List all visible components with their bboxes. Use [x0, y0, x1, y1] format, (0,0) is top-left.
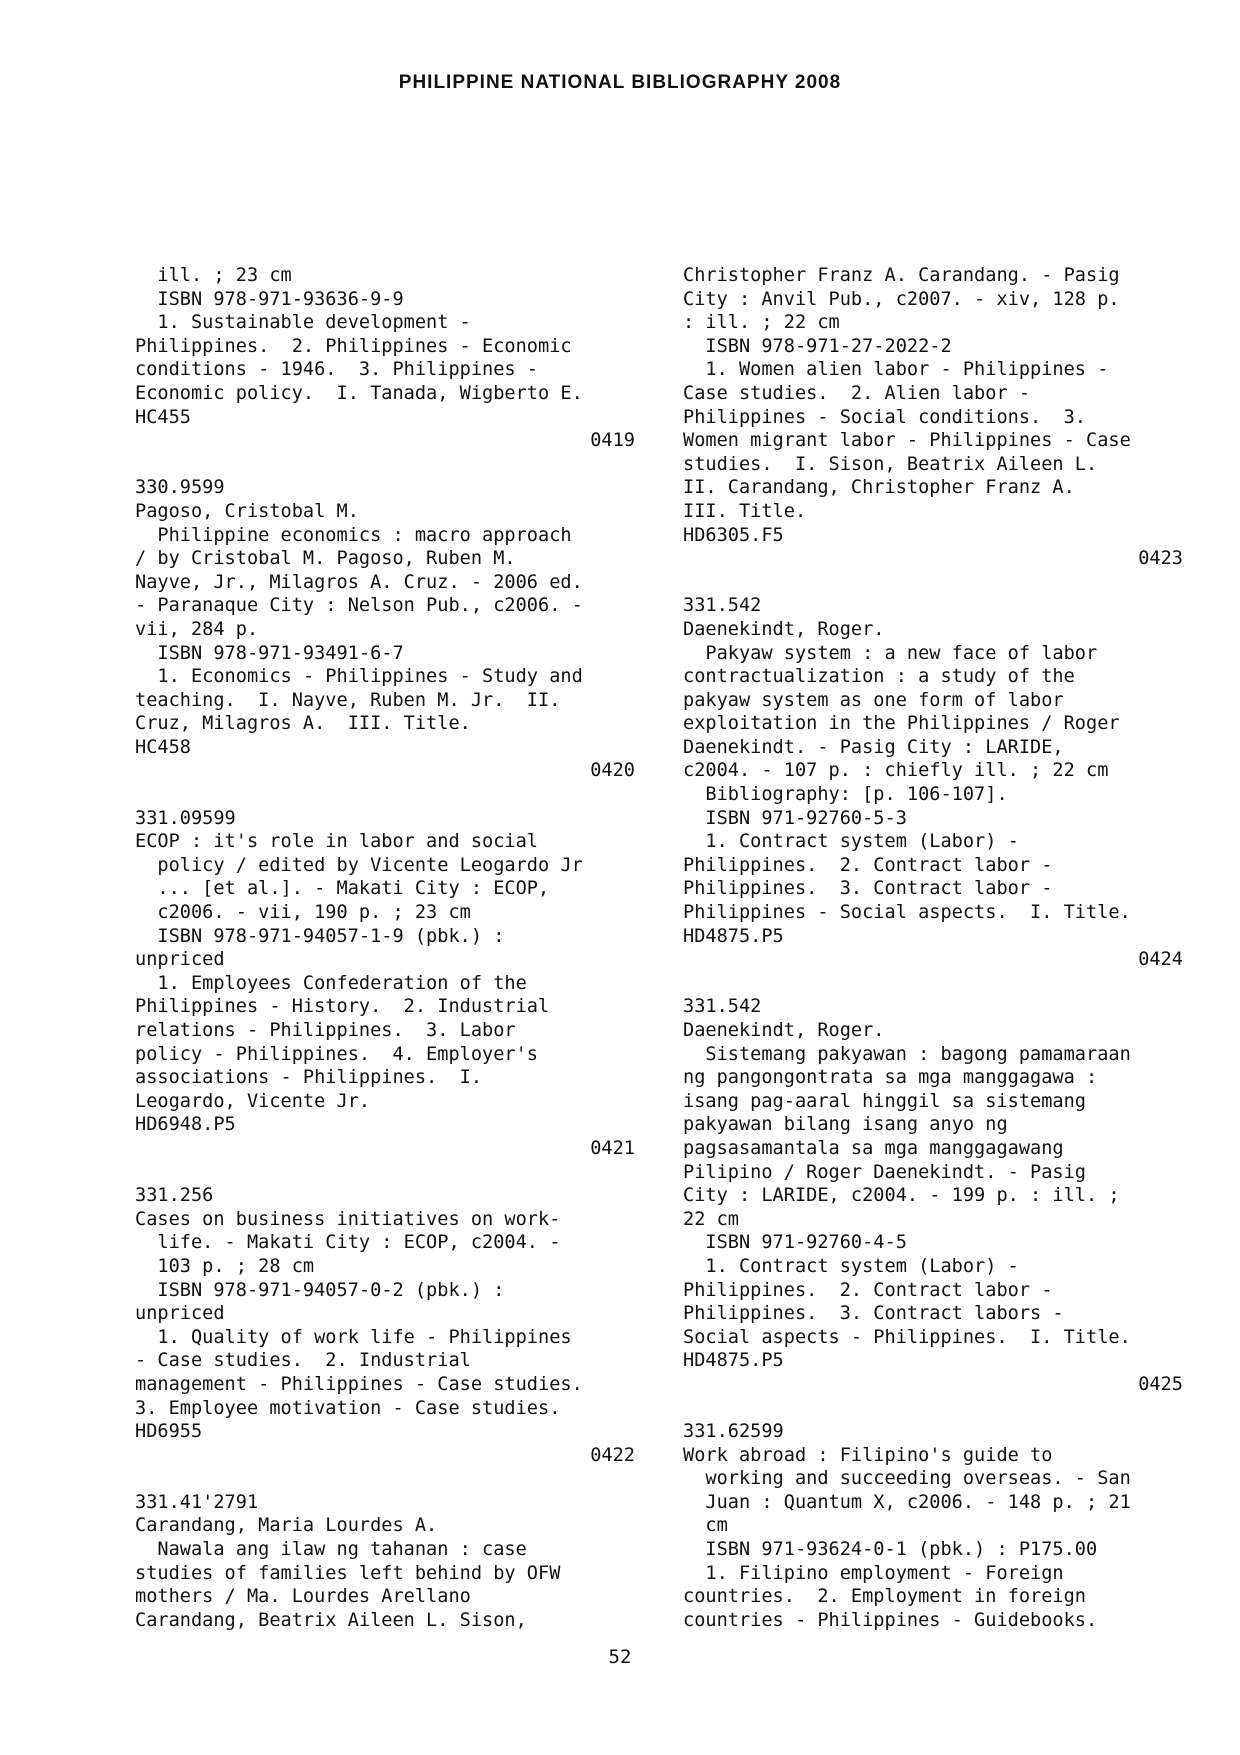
entry-line: 1. Filipino employment - Foreign	[683, 1562, 1064, 1584]
entry-spacer	[135, 453, 635, 477]
entry-line: Philippines. 2. Philippines - Economic	[135, 335, 572, 357]
entry-line: Bibliography: [p. 106-107].	[683, 784, 1008, 806]
entry-line: 331.256	[135, 1185, 214, 1207]
entry-line: 331.09599	[135, 807, 236, 829]
entry-spacer	[135, 1161, 635, 1185]
entry-line: ill. ; 23 cm	[135, 265, 292, 286]
entry-line: Sistemang pakyawan : bagong pamamaraan	[683, 1043, 1131, 1065]
entry-line: 331.62599	[683, 1421, 784, 1443]
entry-line: unpriced	[135, 1303, 225, 1325]
page-number: 52	[608, 1646, 632, 1668]
entry-number: 0425	[1138, 1373, 1183, 1395]
entry-line: Case studies. 2. Alien labor -	[683, 382, 1031, 404]
entry-spacer	[135, 783, 635, 807]
entry-line: Philippines. 2. Contract labor -	[683, 854, 1053, 876]
entry-line: Daenekindt. - Pasig City : LARIDE,	[683, 736, 1064, 758]
entry-number: 0422	[590, 1444, 635, 1466]
entry-line: Philippine economics : macro approach	[135, 524, 572, 546]
entry-line: 331.542	[683, 595, 762, 617]
entry-line: studies. I. Sison, Beatrix Aileen L.	[683, 453, 1098, 475]
entry-line: 1. Women alien labor - Philippines -	[683, 359, 1109, 381]
entry-line: ISBN 978-971-94057-1-9 (pbk.) :	[135, 925, 505, 947]
entry-line: HD6305.F5	[683, 524, 784, 546]
entry-line: HD4875.P5	[683, 925, 784, 947]
entry-line: Leogardo, Vicente Jr.	[135, 1090, 371, 1112]
entry-number: 0419	[590, 430, 635, 452]
entry-line: 331.542	[683, 996, 762, 1018]
entry-line: countries. 2. Employment in foreign	[683, 1586, 1086, 1608]
entry-line: pakyaw system as one form of labor	[683, 689, 1064, 711]
entry-line: 1. Contract system (Labor) -	[683, 831, 1019, 853]
entry-line: Carandang, Beatrix Aileen L. Sison,	[135, 1609, 527, 1631]
entry-line: Work abroad : Filipino's guide to	[683, 1444, 1053, 1466]
entry-line: policy / edited by Vicente Leogardo Jr	[135, 854, 583, 876]
right-column	[683, 264, 1183, 1632]
entry-line: mothers / Ma. Lourdes Arellano	[135, 1586, 471, 1608]
entry-line: associations - Philippines. I.	[135, 1067, 483, 1089]
entry-line: ISBN 971-92760-5-3	[683, 807, 907, 829]
entry-line: c2006. - vii, 190 p. ; 23 cm	[135, 902, 471, 924]
entry-line: / by Cristobal M. Pagoso, Ruben M.	[135, 548, 516, 570]
entry-line: studies of families left behind by OFW	[135, 1562, 561, 1584]
entry-spacer	[683, 1397, 1183, 1421]
entry-line: Pagoso, Cristobal M.	[135, 500, 359, 522]
entry-line: working and succeeding overseas. - San	[683, 1468, 1131, 1490]
entry-line: ISBN 978-971-94057-0-2 (pbk.) :	[135, 1279, 505, 1301]
entry-line: III. Title.	[683, 500, 807, 522]
entry-line: ng pangongontrata sa mga manggagawa :	[683, 1067, 1098, 1089]
entry-spacer	[683, 972, 1183, 996]
entry-line: Philippines - Social conditions. 3.	[683, 406, 1086, 428]
entry-line: Juan : Quantum X, c2006. - 148 p. ; 21	[683, 1491, 1131, 1513]
entry-line: ISBN 978-971-93636-9-9	[135, 288, 404, 310]
entry-line: pagsasamantala sa mga manggagawang	[683, 1137, 1064, 1159]
entry-line: Christopher Franz A. Carandang. - Pasig	[683, 265, 1120, 286]
entry-line: 3. Employee motivation - Case studies.	[135, 1397, 561, 1419]
entry-line: management - Philippines - Case studies.	[135, 1373, 583, 1395]
entry-number: 0421	[590, 1137, 635, 1159]
entry-line: Pilipino / Roger Daenekindt. - Pasig	[683, 1161, 1086, 1183]
entry-line: 1. Economics - Philippines - Study and	[135, 666, 583, 688]
entry-line: c2004. - 107 p. : chiefly ill. ; 22 cm	[683, 760, 1109, 782]
entry-line: Cruz, Milagros A. III. Title.	[135, 713, 471, 735]
entry-line: Nawala ang ilaw ng tahanan : case	[135, 1539, 527, 1561]
entry-line: ECOP : it's role in labor and social	[135, 831, 538, 853]
entry-line: contractualization : a study of the	[683, 666, 1075, 688]
page-header-title: PHILIPPINE NATIONAL BIBLIOGRAPHY 2008	[398, 72, 842, 93]
entry-line: life. - Makati City : ECOP, c2004. -	[135, 1232, 561, 1254]
entry-line: HD6948.P5	[135, 1114, 236, 1136]
entry-line: vii, 284 p.	[135, 618, 259, 640]
entry-line: isang pag-aaral hinggil sa sistemang	[683, 1090, 1086, 1112]
entry-line: policy - Philippines. 4. Employer's	[135, 1043, 538, 1065]
entry-line: City : LARIDE, c2004. - 199 p. : ill. ;	[683, 1185, 1120, 1207]
entry-spacer	[683, 571, 1183, 595]
entry-line: relations - Philippines. 3. Labor	[135, 1020, 516, 1041]
entry-line: Nayve, Jr., Milagros A. Cruz. - 2006 ed.	[135, 571, 583, 593]
entry-line: Carandang, Maria Lourdes A.	[135, 1515, 438, 1537]
entry-line: ... [et al.]. - Makati City : ECOP,	[135, 878, 550, 900]
entry-number: 0423	[1138, 548, 1183, 570]
entry-line: - Paranaque City : Nelson Pub., c2006. -	[135, 595, 583, 617]
left-column	[135, 264, 635, 1632]
entry-spacer	[135, 1467, 635, 1491]
entry-line: Philippines. 3. Contract labor -	[683, 878, 1053, 900]
entry-line: 331.41'2791	[135, 1491, 259, 1513]
entry-line: Women migrant labor - Philippines - Case	[683, 430, 1131, 452]
entry-line: Economic policy. I. Tanada, Wigberto E.	[135, 382, 583, 404]
entry-line: Social aspects - Philippines. I. Title.	[683, 1326, 1131, 1348]
entry-line: 1. Employees Confederation of the	[135, 972, 527, 994]
entry-line: Philippines. 2. Contract labor -	[683, 1279, 1053, 1301]
entry-line: 103 p. ; 28 cm	[135, 1255, 315, 1277]
entry-line: HD6955	[135, 1421, 203, 1443]
entry-line: teaching. I. Nayve, Ruben M. Jr. II.	[135, 689, 561, 711]
entry-line: exploitation in the Philippines / Roger	[683, 713, 1120, 735]
entry-line: II. Carandang, Christopher Franz A.	[683, 477, 1075, 499]
entry-line: countries - Philippines - Guidebooks.	[683, 1609, 1098, 1631]
entry-line: conditions - 1946. 3. Philippines -	[135, 359, 538, 381]
entry-number: 0420	[590, 760, 635, 782]
entry-line: 1. Quality of work life - Philippines	[135, 1326, 572, 1348]
entry-line: ISBN 971-93624-0-1 (pbk.) : P175.00	[683, 1539, 1098, 1561]
entry-line: 22 cm	[683, 1208, 739, 1230]
entry-line: HC458	[135, 736, 191, 758]
entry-line: Cases on business initiatives on work-	[135, 1208, 561, 1230]
entry-line: ISBN 978-971-27-2022-2	[683, 335, 952, 357]
entry-line: HC455	[135, 406, 191, 428]
entry-line: Philippines - History. 2. Industrial	[135, 996, 550, 1018]
entry-line: unpriced	[135, 949, 225, 971]
entry-number: 0424	[1138, 949, 1183, 971]
entry-line: 330.9599	[135, 477, 225, 499]
entry-line: : ill. ; 22 cm	[683, 312, 840, 334]
entry-line: pakyawan bilang isang anyo ng	[683, 1114, 1008, 1136]
entry-line: Daenekindt, Roger.	[683, 618, 885, 640]
entry-line: Pakyaw system : a new face of labor	[683, 642, 1098, 664]
entry-line: ISBN 978-971-93491-6-7	[135, 642, 404, 664]
entry-line: HD4875.P5	[683, 1350, 784, 1372]
entry-line: City : Anvil Pub., c2007. - xiv, 128 p.	[683, 288, 1120, 310]
entry-line: Philippines. 3. Contract labors -	[683, 1303, 1064, 1325]
entry-line: Daenekindt, Roger.	[683, 1020, 885, 1041]
entry-line: 1. Sustainable development -	[135, 312, 471, 334]
entry-line: 1. Contract system (Labor) -	[683, 1255, 1019, 1277]
entry-line: - Case studies. 2. Industrial	[135, 1350, 471, 1372]
entry-line: cm	[683, 1515, 728, 1537]
entry-line: Philippines - Social aspects. I. Title.	[683, 902, 1131, 924]
entry-line: ISBN 971-92760-4-5	[683, 1232, 907, 1254]
